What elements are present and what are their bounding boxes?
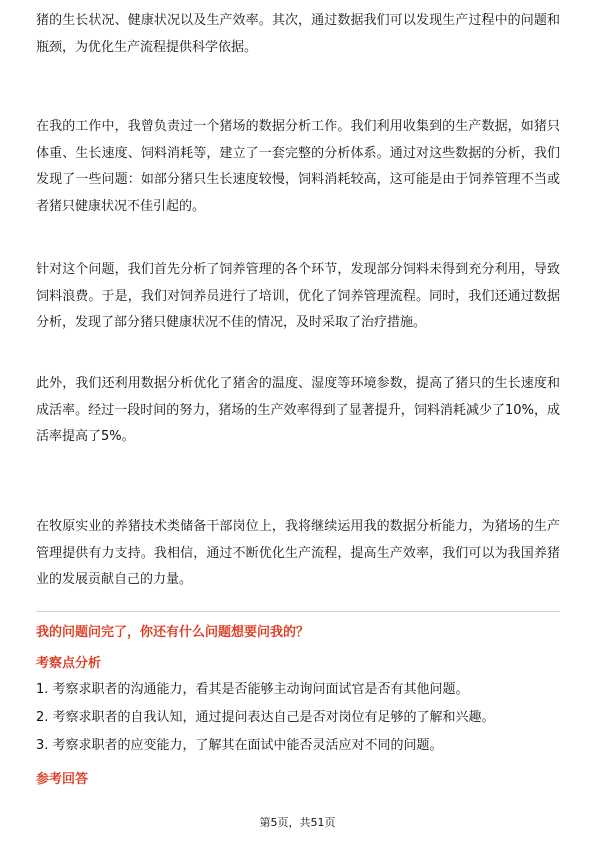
paragraph: 在牧原实业的养猪技术类储备干部岗位上，我将继续运用我的数据分析能力，为猪场的生产管理提供有力支持。我相信，通过不断优化生产流程，提高生产效率，我们可以为我国养猪业的发展贡献自己的力量。 xyxy=(36,519,560,587)
answer-title: 参考回答 xyxy=(36,772,89,787)
list-item: 3. 考察求职者的应变能力，了解其在面试中能否灵活应对不同的问题。 xyxy=(36,738,443,753)
paragraph: 在我的工作中，我曾负责过一个猪场的数据分析工作。我们利用收集到的生产数据，如猪只体重、生长速度、饲料消耗等，建立了一套完整的分析体系。通过对这些数据的分析，我们发现了一些问题：如部分猪只生长速度较慢，饲料消耗较高，这可能是由于饲养管理不当或者猪只健康状况不佳引起的。 xyxy=(36,119,560,214)
list-item: 1. 考察求职者的沟通能力，看其是否能够主动询问面试官是否有其他问题。 xyxy=(36,682,469,697)
paragraph: 此外，我们还利用数据分析优化了猪舍的温度、湿度等环境参数，提高了猪只的生长速度和成活率。经过一段时间的努力，猪场的生产效率得到了显著提升，饲料消耗减少了10%，成活率提高了5%。 xyxy=(36,376,560,444)
question-heading: 我的问题问完了，你还有什么问题想要问我的？ xyxy=(36,625,310,640)
page-footer: 第5页，共51页 xyxy=(259,816,336,829)
section-divider xyxy=(36,611,560,612)
paragraph: 针对这个问题，我们首先分析了饲养管理的各个环节，发现部分饲料未得到充分利用，导致饲料浪费。于是，我们对饲养员进行了培训，优化了饲养管理流程。同时，我们还通过数据分析，发现了部分猪只健康状况不佳的情况，及时采取了治疗措施。 xyxy=(36,262,560,330)
list-item: 2. 考察求职者的自我认知，通过提问表达自己是否对岗位有足够的了解和兴趣。 xyxy=(36,710,495,725)
paragraph: 猪的生长状况、健康状况以及生产效率。其次，通过数据我们可以发现生产过程中的问题和瓶颈，为优化生产流程提供科学依据。 xyxy=(36,13,560,55)
analysis-title: 考察点分析 xyxy=(36,656,102,671)
